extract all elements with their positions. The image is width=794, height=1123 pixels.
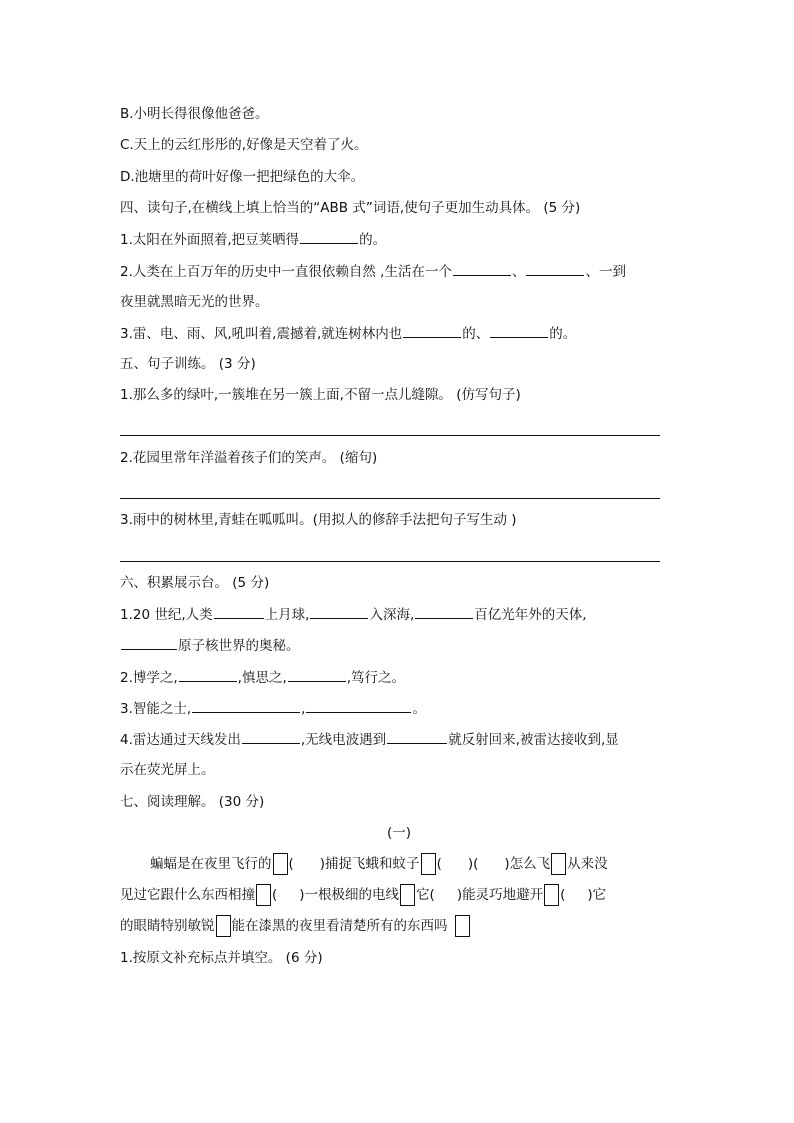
s5-question-2: 2.花园里常年洋溢着孩子们的笑声。 (缩句)	[120, 450, 378, 466]
punctuation-box[interactable]	[216, 915, 231, 937]
s6-q1-continuation	[120, 635, 300, 656]
p1-text-d: (	[436, 856, 442, 872]
option-d: D.池塘里的荷叶好像一把把绿色的大伞。	[120, 169, 365, 185]
p2-text-c: )一根极细的电线	[299, 887, 400, 903]
s4-q3-text-c: 的。	[549, 326, 577, 342]
p3-text-b: 能在漆黑的夜里看清楚所有的东西吗	[231, 918, 448, 934]
section-6-heading: 六、积累展示台。 (5 分)	[120, 575, 270, 591]
s5-question-1: 1.那么多的绿叶,一簇堆在另一簇上面,不留一点儿缝隙。 (仿写句子)	[120, 387, 521, 403]
p2-text-f: (	[560, 887, 566, 903]
s6-question-1	[120, 604, 587, 625]
s4-question-3	[120, 323, 576, 344]
p1-text-e: )(	[467, 856, 479, 872]
passage-line-3	[120, 915, 471, 937]
answer-blank[interactable]	[310, 604, 368, 619]
s4-q2-text-a: 2.人类在上百万年的历史中一直很依赖自然 ,生活在一个	[120, 264, 452, 280]
s4-q3-text-a: 3.雷、电、雨、风,吼叫着,震撼着,就连树林内也	[120, 326, 403, 342]
answer-blank[interactable]	[453, 261, 511, 276]
answer-line[interactable]	[120, 435, 660, 436]
answer-blank[interactable]	[192, 698, 300, 713]
s6-q2-text-c: ,笃行之。	[346, 670, 406, 686]
punctuation-box[interactable]	[256, 884, 271, 906]
s6-q1-text-b: 上月球,	[264, 607, 310, 623]
s4-q1-text-a: 1.太阳在外面照着,把豆荚晒得	[120, 232, 300, 248]
s6-q2-text-b: ,慎思之,	[237, 670, 287, 686]
s6-q4-text-c: 就反射回来,被雷达接收到,显	[448, 732, 619, 748]
answer-blank[interactable]	[387, 729, 447, 744]
s4-question-1	[120, 229, 386, 250]
s4-q1-text-b: 的。	[359, 232, 387, 248]
punctuation-box[interactable]	[551, 853, 566, 875]
answer-blank[interactable]	[306, 698, 411, 713]
s6-q4-text-a: 4.雷达通过天线发出	[120, 732, 241, 748]
s4-q2-sep: 、	[511, 264, 526, 280]
answer-blank[interactable]	[490, 323, 548, 338]
punctuation-box[interactable]	[455, 915, 470, 937]
passage-line-2	[120, 884, 606, 906]
s6-q1-text-e: 原子核世界的奥秘。	[178, 638, 300, 654]
answer-blank[interactable]	[179, 667, 237, 682]
s6-q4-continuation: 示在荧光屏上。	[120, 762, 215, 778]
s6-q3-text-c: 。	[412, 701, 426, 717]
punctuation-box[interactable]	[421, 853, 436, 875]
p2-text-g: )它	[587, 887, 607, 903]
s4-q3-text-b: 的、	[462, 326, 490, 342]
p1-text-b: (	[288, 856, 294, 872]
answer-blank[interactable]	[288, 667, 346, 682]
s4-question-2	[120, 261, 626, 282]
answer-blank[interactable]	[300, 229, 358, 244]
s6-question-4	[120, 729, 619, 750]
answer-blank[interactable]	[214, 604, 264, 619]
s6-q2-text-a: 2.博学之,	[120, 670, 178, 686]
s6-q3-text-a: 3.智能之士,	[120, 701, 192, 717]
p1-text-f: )怎么飞	[504, 856, 551, 872]
p2-text-b: (	[272, 887, 278, 903]
section-7-heading: 七、阅读理解。 (30 分)	[120, 794, 265, 810]
answer-blank[interactable]	[242, 729, 300, 744]
passage-number: (一)	[386, 825, 412, 841]
s5-question-3: 3.雨中的树林里,青蛙在呱呱叫。(用拟人的修辞手法把句子写生动 )	[120, 512, 517, 528]
option-b: B.小明长得很像他爸爸。	[120, 106, 269, 122]
answer-blank[interactable]	[403, 323, 461, 338]
s6-q1-text-d: 百亿光年外的天体,	[474, 607, 587, 623]
answer-blank[interactable]	[121, 635, 177, 650]
answer-blank[interactable]	[415, 604, 473, 619]
option-c: C.天上的云红彤彤的,好像是天空着了火。	[120, 137, 368, 153]
p1-text-c: )捕捉飞蛾和蚊子	[319, 856, 420, 872]
passage-line-1	[150, 853, 608, 875]
s6-q3-text-b: ,	[301, 701, 306, 717]
punctuation-box[interactable]	[544, 884, 559, 906]
answer-line[interactable]	[120, 498, 660, 499]
s6-question-2	[120, 667, 405, 688]
answer-line[interactable]	[120, 561, 660, 562]
s6-q1-text-a: 1.20 世纪,人类	[120, 607, 213, 623]
s6-q4-text-b: ,无线电波遇到	[300, 732, 387, 748]
punctuation-box[interactable]	[400, 884, 415, 906]
p1-text-a: 蝙蝠是在夜里飞行的	[150, 856, 272, 872]
p2-text-e: )能灵巧地避开	[456, 887, 544, 903]
s6-q1-text-c: 入深海,	[369, 607, 415, 623]
answer-blank[interactable]	[526, 261, 584, 276]
p1-text-g: 从来没	[567, 856, 608, 872]
punctuation-box[interactable]	[273, 853, 288, 875]
s6-question-3	[120, 698, 426, 719]
p2-text-a: 见过它跟什么东西相撞	[120, 887, 255, 903]
s4-q2-text-b: 、一到	[585, 264, 626, 280]
p3-text-a: 的眼睛特别敏锐	[120, 918, 215, 934]
section-4-heading: 四、读句子,在横线上填上恰当的“ABB 式”词语,使句子更加生动具体。 (5 分)	[120, 200, 581, 216]
s7-question-1: 1.按原文补充标点并填空。 (6 分)	[120, 950, 323, 966]
s4-q2-continuation: 夜里就黑暗无光的世界。	[120, 294, 269, 310]
p2-text-d: 它(	[416, 887, 435, 903]
section-5-heading: 五、句子训练。 (3 分)	[120, 356, 256, 372]
